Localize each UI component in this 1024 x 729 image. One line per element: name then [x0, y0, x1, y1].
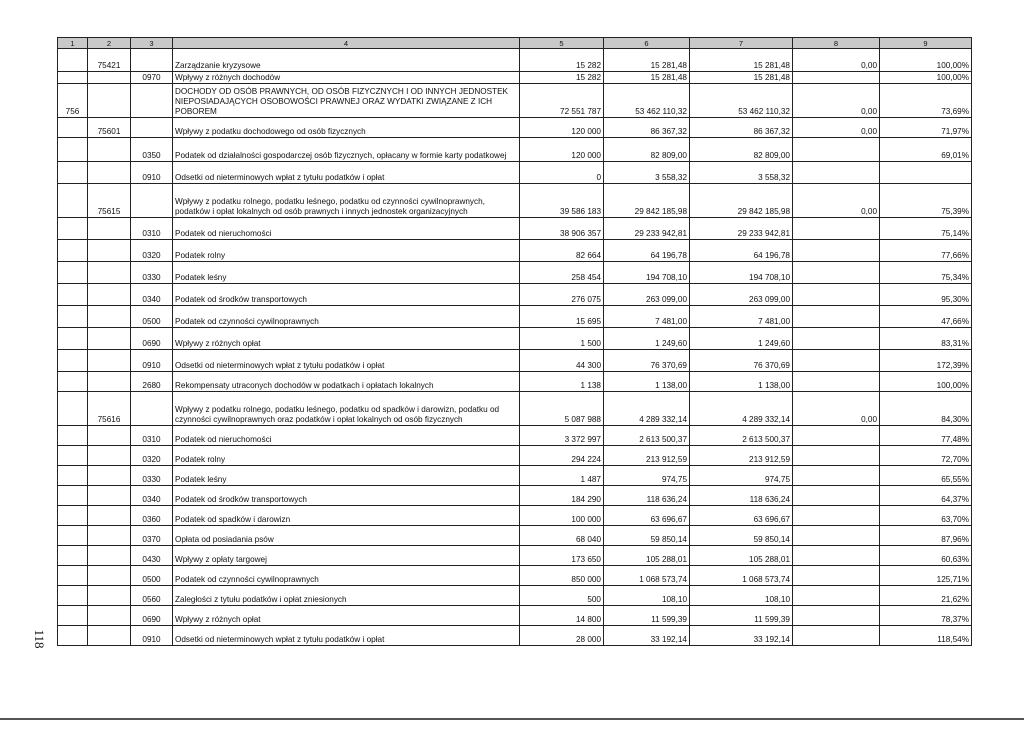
arrears-value-cell	[793, 218, 880, 240]
received-value-cell: 2 613 500,37	[690, 426, 793, 446]
dzial-cell: 756	[58, 84, 88, 118]
paragraf-cell: 0690	[131, 328, 173, 350]
description-cell: Podatek od środków transportowych	[173, 486, 520, 506]
rozdzial-cell	[88, 262, 131, 284]
paragraf-cell	[131, 84, 173, 118]
header-col-3: 3	[131, 38, 173, 49]
bottom-divider	[0, 718, 1024, 720]
plan-value-cell: 184 290	[520, 486, 604, 506]
received-value-cell: 263 099,00	[690, 284, 793, 306]
paragraf-cell	[131, 392, 173, 426]
table-row	[58, 350, 972, 372]
executed-value-cell: 15 281,48	[604, 72, 690, 84]
arrears-value-cell	[793, 306, 880, 328]
received-value-cell: 29 233 942,81	[690, 218, 793, 240]
budget-table	[57, 37, 972, 646]
description-cell: Podatek rolny	[173, 446, 520, 466]
percent-cell: 100,00%	[880, 372, 972, 392]
arrears-value-cell	[793, 486, 880, 506]
received-value-cell: 974,75	[690, 466, 793, 486]
dzial-cell	[58, 184, 88, 218]
percent-cell: 21,62%	[880, 586, 972, 606]
plan-value-cell: 120 000	[520, 138, 604, 162]
arrears-value-cell	[793, 566, 880, 586]
executed-value-cell: 1 068 573,74	[604, 566, 690, 586]
description-cell: Podatek od spadków i darowizn	[173, 506, 520, 526]
plan-value-cell: 1 138	[520, 372, 604, 392]
paragraf-cell	[131, 118, 173, 138]
dzial-cell	[58, 426, 88, 446]
dzial-cell	[58, 162, 88, 184]
executed-value-cell: 63 696,67	[604, 506, 690, 526]
percent-cell: 60,63%	[880, 546, 972, 566]
plan-value-cell: 0	[520, 162, 604, 184]
rozdzial-cell	[88, 328, 131, 350]
table-row	[58, 392, 972, 426]
percent-cell: 75,14%	[880, 218, 972, 240]
paragraf-cell: 0330	[131, 262, 173, 284]
budget-sheet	[57, 37, 971, 656]
rozdzial-cell	[88, 626, 131, 646]
arrears-value-cell	[793, 606, 880, 626]
executed-value-cell: 53 462 110,32	[604, 84, 690, 118]
plan-value-cell: 5 087 988	[520, 392, 604, 426]
rozdzial-cell	[88, 546, 131, 566]
received-value-cell: 118 636,24	[690, 486, 793, 506]
percent-cell: 172,39%	[880, 350, 972, 372]
executed-value-cell: 108,10	[604, 586, 690, 606]
plan-value-cell: 173 650	[520, 546, 604, 566]
arrears-value-cell	[793, 72, 880, 84]
percent-cell: 75,34%	[880, 262, 972, 284]
received-value-cell: 108,10	[690, 586, 793, 606]
table-row	[58, 84, 972, 118]
received-value-cell: 63 696,67	[690, 506, 793, 526]
description-cell: Podatek od działalności gospodarczej osób fizycznych, opłacany w formie karty podatkowej	[173, 138, 520, 162]
percent-cell: 69,01%	[880, 138, 972, 162]
dzial-cell	[58, 240, 88, 262]
received-value-cell: 33 192,14	[690, 626, 793, 646]
paragraf-cell: 0310	[131, 218, 173, 240]
dzial-cell	[58, 372, 88, 392]
plan-value-cell: 1 487	[520, 466, 604, 486]
paragraf-cell: 0910	[131, 350, 173, 372]
table-row	[58, 506, 972, 526]
percent-cell: 73,69%	[880, 84, 972, 118]
table-row	[58, 328, 972, 350]
rozdzial-cell	[88, 284, 131, 306]
rozdzial-cell	[88, 426, 131, 446]
arrears-value-cell	[793, 506, 880, 526]
executed-value-cell: 33 192,14	[604, 626, 690, 646]
description-cell: Wpływy z podatku rolnego, podatku leśnego, podatku od czynności cywilnoprawnych, podatków i opłat lokalnych od osób prawnych i innych jednostek organizacyjnych	[173, 184, 520, 218]
header-col-4: 4	[173, 38, 520, 49]
arrears-value-cell: 0,00	[793, 184, 880, 218]
percent-cell: 95,30%	[880, 284, 972, 306]
header-col-7: 7	[690, 38, 793, 49]
executed-value-cell: 11 599,39	[604, 606, 690, 626]
plan-value-cell: 14 800	[520, 606, 604, 626]
rozdzial-cell: 75421	[88, 49, 131, 72]
dzial-cell	[58, 284, 88, 306]
plan-value-cell: 100 000	[520, 506, 604, 526]
percent-cell: 83,31%	[880, 328, 972, 350]
description-cell: Podatek od środków transportowych	[173, 284, 520, 306]
arrears-value-cell	[793, 350, 880, 372]
paragraf-cell: 0970	[131, 72, 173, 84]
arrears-value-cell	[793, 626, 880, 646]
arrears-value-cell: 0,00	[793, 84, 880, 118]
dzial-cell	[58, 218, 88, 240]
arrears-value-cell	[793, 372, 880, 392]
table-row	[58, 526, 972, 546]
description-cell: Wpływy z różnych opłat	[173, 328, 520, 350]
header-col-6: 6	[604, 38, 690, 49]
plan-value-cell: 38 906 357	[520, 218, 604, 240]
executed-value-cell: 105 288,01	[604, 546, 690, 566]
plan-value-cell: 39 586 183	[520, 184, 604, 218]
executed-value-cell: 7 481,00	[604, 306, 690, 328]
rozdzial-cell	[88, 240, 131, 262]
table-row	[58, 306, 972, 328]
table-row	[58, 586, 972, 606]
description-cell: Podatek od czynności cywilnoprawnych	[173, 306, 520, 328]
dzial-cell	[58, 72, 88, 84]
rozdzial-cell	[88, 566, 131, 586]
executed-value-cell: 59 850,14	[604, 526, 690, 546]
header-col-5: 5	[520, 38, 604, 49]
received-value-cell: 15 281,48	[690, 72, 793, 84]
plan-value-cell: 44 300	[520, 350, 604, 372]
table-row	[58, 626, 972, 646]
arrears-value-cell: 0,00	[793, 392, 880, 426]
dzial-cell	[58, 392, 88, 426]
percent-cell: 71,97%	[880, 118, 972, 138]
paragraf-cell: 0350	[131, 138, 173, 162]
dzial-cell	[58, 566, 88, 586]
rozdzial-cell	[88, 606, 131, 626]
received-value-cell: 86 367,32	[690, 118, 793, 138]
arrears-value-cell	[793, 138, 880, 162]
plan-value-cell: 72 551 787	[520, 84, 604, 118]
rozdzial-cell: 75616	[88, 392, 131, 426]
paragraf-cell: 0910	[131, 162, 173, 184]
description-cell: Wpływy z różnych opłat	[173, 606, 520, 626]
plan-value-cell: 500	[520, 586, 604, 606]
percent-cell: 65,55%	[880, 466, 972, 486]
dzial-cell	[58, 506, 88, 526]
dzial-cell	[58, 49, 88, 72]
executed-value-cell: 29 233 942,81	[604, 218, 690, 240]
dzial-cell	[58, 138, 88, 162]
plan-value-cell: 276 075	[520, 284, 604, 306]
paragraf-cell: 0690	[131, 606, 173, 626]
paragraf-cell	[131, 49, 173, 72]
page-number: 118	[32, 629, 47, 649]
paragraf-cell: 0370	[131, 526, 173, 546]
executed-value-cell: 64 196,78	[604, 240, 690, 262]
description-cell: Podatek od nieruchomości	[173, 426, 520, 446]
description-cell: Podatek leśny	[173, 262, 520, 284]
arrears-value-cell: 0,00	[793, 49, 880, 72]
rozdzial-cell	[88, 486, 131, 506]
received-value-cell: 15 281,48	[690, 49, 793, 72]
arrears-value-cell	[793, 546, 880, 566]
description-cell: Wpływy z opłaty targowej	[173, 546, 520, 566]
rozdzial-cell	[88, 162, 131, 184]
description-cell: Podatek od czynności cywilnoprawnych	[173, 566, 520, 586]
description-cell: Opłata od posiadania psów	[173, 526, 520, 546]
description-cell: Odsetki od nieterminowych wpłat z tytułu podatków i opłat	[173, 162, 520, 184]
executed-value-cell: 1 138,00	[604, 372, 690, 392]
plan-value-cell: 28 000	[520, 626, 604, 646]
arrears-value-cell	[793, 446, 880, 466]
executed-value-cell: 974,75	[604, 466, 690, 486]
table-row	[58, 546, 972, 566]
received-value-cell: 53 462 110,32	[690, 84, 793, 118]
table-row	[58, 184, 972, 218]
executed-value-cell: 15 281,48	[604, 49, 690, 72]
arrears-value-cell	[793, 162, 880, 184]
received-value-cell: 3 558,32	[690, 162, 793, 184]
percent-cell: 125,71%	[880, 566, 972, 586]
plan-value-cell: 258 454	[520, 262, 604, 284]
paragraf-cell: 0330	[131, 466, 173, 486]
table-row	[58, 372, 972, 392]
paragraf-cell	[131, 184, 173, 218]
arrears-value-cell	[793, 526, 880, 546]
table-row	[58, 566, 972, 586]
plan-value-cell: 3 372 997	[520, 426, 604, 446]
dzial-cell	[58, 526, 88, 546]
received-value-cell: 1 068 573,74	[690, 566, 793, 586]
plan-value-cell: 15 695	[520, 306, 604, 328]
plan-value-cell: 82 664	[520, 240, 604, 262]
received-value-cell: 64 196,78	[690, 240, 793, 262]
percent-cell: 77,66%	[880, 240, 972, 262]
plan-value-cell: 15 282	[520, 49, 604, 72]
received-value-cell: 76 370,69	[690, 350, 793, 372]
received-value-cell: 213 912,59	[690, 446, 793, 466]
received-value-cell: 59 850,14	[690, 526, 793, 546]
dzial-cell	[58, 486, 88, 506]
rozdzial-cell	[88, 72, 131, 84]
received-value-cell: 29 842 185,98	[690, 184, 793, 218]
received-value-cell: 194 708,10	[690, 262, 793, 284]
rozdzial-cell	[88, 586, 131, 606]
description-cell: Podatek leśny	[173, 466, 520, 486]
percent-cell: 75,39%	[880, 184, 972, 218]
rozdzial-cell: 75615	[88, 184, 131, 218]
description-cell: DOCHODY OD OSÓB PRAWNYCH, OD OSÓB FIZYCZNYCH I OD INNYCH JEDNOSTEK NIEPOSIADAJĄCYCH OSOBOWOŚCI PRAWNEJ ORAZ WYDATKI ZWIĄZANE Z ICH POBOREM	[173, 84, 520, 118]
table-row	[58, 466, 972, 486]
dzial-cell	[58, 262, 88, 284]
arrears-value-cell	[793, 328, 880, 350]
executed-value-cell: 118 636,24	[604, 486, 690, 506]
plan-value-cell: 294 224	[520, 446, 604, 466]
dzial-cell	[58, 446, 88, 466]
received-value-cell: 82 809,00	[690, 138, 793, 162]
rozdzial-cell	[88, 138, 131, 162]
percent-cell: 47,66%	[880, 306, 972, 328]
dzial-cell	[58, 546, 88, 566]
paragraf-cell: 0910	[131, 626, 173, 646]
dzial-cell	[58, 626, 88, 646]
dzial-cell	[58, 586, 88, 606]
arrears-value-cell	[793, 466, 880, 486]
table-row	[58, 240, 972, 262]
percent-cell: 78,37%	[880, 606, 972, 626]
executed-value-cell: 263 099,00	[604, 284, 690, 306]
dzial-cell	[58, 466, 88, 486]
received-value-cell: 1 138,00	[690, 372, 793, 392]
executed-value-cell: 213 912,59	[604, 446, 690, 466]
received-value-cell: 1 249,60	[690, 328, 793, 350]
percent-cell: 72,70%	[880, 446, 972, 466]
table-row	[58, 49, 972, 72]
plan-value-cell: 15 282	[520, 72, 604, 84]
description-cell: Zaległości z tytułu podatków i opłat zniesionych	[173, 586, 520, 606]
paragraf-cell: 0340	[131, 486, 173, 506]
header-col-9: 9	[880, 38, 972, 49]
arrears-value-cell	[793, 240, 880, 262]
table-row	[58, 446, 972, 466]
plan-value-cell: 1 500	[520, 328, 604, 350]
rozdzial-cell	[88, 350, 131, 372]
table-row	[58, 218, 972, 240]
percent-cell: 118,54%	[880, 626, 972, 646]
received-value-cell: 11 599,39	[690, 606, 793, 626]
rozdzial-cell	[88, 446, 131, 466]
arrears-value-cell	[793, 262, 880, 284]
dzial-cell	[58, 606, 88, 626]
table-row	[58, 118, 972, 138]
arrears-value-cell	[793, 284, 880, 306]
executed-value-cell: 194 708,10	[604, 262, 690, 284]
description-cell: Zarządzanie kryzysowe	[173, 49, 520, 72]
description-cell: Wpływy z podatku rolnego, podatku leśnego, podatku od spadków i darowizn, podatku od czynności cywilnoprawnych oraz podatków i opłat lokalnych od osób fizycznych	[173, 392, 520, 426]
header-row	[58, 38, 972, 49]
rozdzial-cell	[88, 218, 131, 240]
table-row	[58, 138, 972, 162]
description-cell: Odsetki od nieterminowych wpłat z tytułu podatków i opłat	[173, 626, 520, 646]
table-row	[58, 606, 972, 626]
arrears-value-cell	[793, 586, 880, 606]
percent-cell	[880, 162, 972, 184]
executed-value-cell: 3 558,32	[604, 162, 690, 184]
description-cell: Wpływy z podatku dochodowego od osób fizycznych	[173, 118, 520, 138]
table-row	[58, 162, 972, 184]
rozdzial-cell	[88, 372, 131, 392]
executed-value-cell: 76 370,69	[604, 350, 690, 372]
table-row	[58, 72, 972, 84]
description-cell: Wpływy z różnych dochodów	[173, 72, 520, 84]
rozdzial-cell: 75601	[88, 118, 131, 138]
description-cell: Odsetki od nieterminowych wpłat z tytułu podatków i opłat	[173, 350, 520, 372]
description-cell: Podatek od nieruchomości	[173, 218, 520, 240]
executed-value-cell: 4 289 332,14	[604, 392, 690, 426]
percent-cell: 100,00%	[880, 49, 972, 72]
plan-value-cell: 120 000	[520, 118, 604, 138]
rozdzial-cell	[88, 526, 131, 546]
paragraf-cell: 0320	[131, 446, 173, 466]
dzial-cell	[58, 350, 88, 372]
table-row	[58, 284, 972, 306]
executed-value-cell: 29 842 185,98	[604, 184, 690, 218]
executed-value-cell: 2 613 500,37	[604, 426, 690, 446]
rozdzial-cell	[88, 306, 131, 328]
paragraf-cell: 0340	[131, 284, 173, 306]
header-col-8: 8	[793, 38, 880, 49]
paragraf-cell: 2680	[131, 372, 173, 392]
executed-value-cell: 82 809,00	[604, 138, 690, 162]
description-cell: Podatek rolny	[173, 240, 520, 262]
executed-value-cell: 1 249,60	[604, 328, 690, 350]
paragraf-cell: 0310	[131, 426, 173, 446]
table-row	[58, 426, 972, 446]
dzial-cell	[58, 118, 88, 138]
table-row	[58, 486, 972, 506]
received-value-cell: 4 289 332,14	[690, 392, 793, 426]
rozdzial-cell	[88, 84, 131, 118]
rozdzial-cell	[88, 506, 131, 526]
paragraf-cell: 0320	[131, 240, 173, 262]
arrears-value-cell: 0,00	[793, 118, 880, 138]
arrears-value-cell	[793, 426, 880, 446]
paragraf-cell: 0500	[131, 566, 173, 586]
executed-value-cell: 86 367,32	[604, 118, 690, 138]
received-value-cell: 105 288,01	[690, 546, 793, 566]
header-col-2: 2	[88, 38, 131, 49]
rozdzial-cell	[88, 466, 131, 486]
percent-cell: 64,37%	[880, 486, 972, 506]
plan-value-cell: 68 040	[520, 526, 604, 546]
percent-cell: 100,00%	[880, 72, 972, 84]
percent-cell: 77,48%	[880, 426, 972, 446]
percent-cell: 63,70%	[880, 506, 972, 526]
table-row	[58, 262, 972, 284]
header-col-1: 1	[58, 38, 88, 49]
paragraf-cell: 0500	[131, 306, 173, 328]
received-value-cell: 7 481,00	[690, 306, 793, 328]
dzial-cell	[58, 328, 88, 350]
percent-cell: 84,30%	[880, 392, 972, 426]
paragraf-cell: 0360	[131, 506, 173, 526]
plan-value-cell: 850 000	[520, 566, 604, 586]
percent-cell: 87,96%	[880, 526, 972, 546]
dzial-cell	[58, 306, 88, 328]
paragraf-cell: 0560	[131, 586, 173, 606]
paragraf-cell: 0430	[131, 546, 173, 566]
description-cell: Rekompensaty utraconych dochodów w podatkach i opłatach lokalnych	[173, 372, 520, 392]
